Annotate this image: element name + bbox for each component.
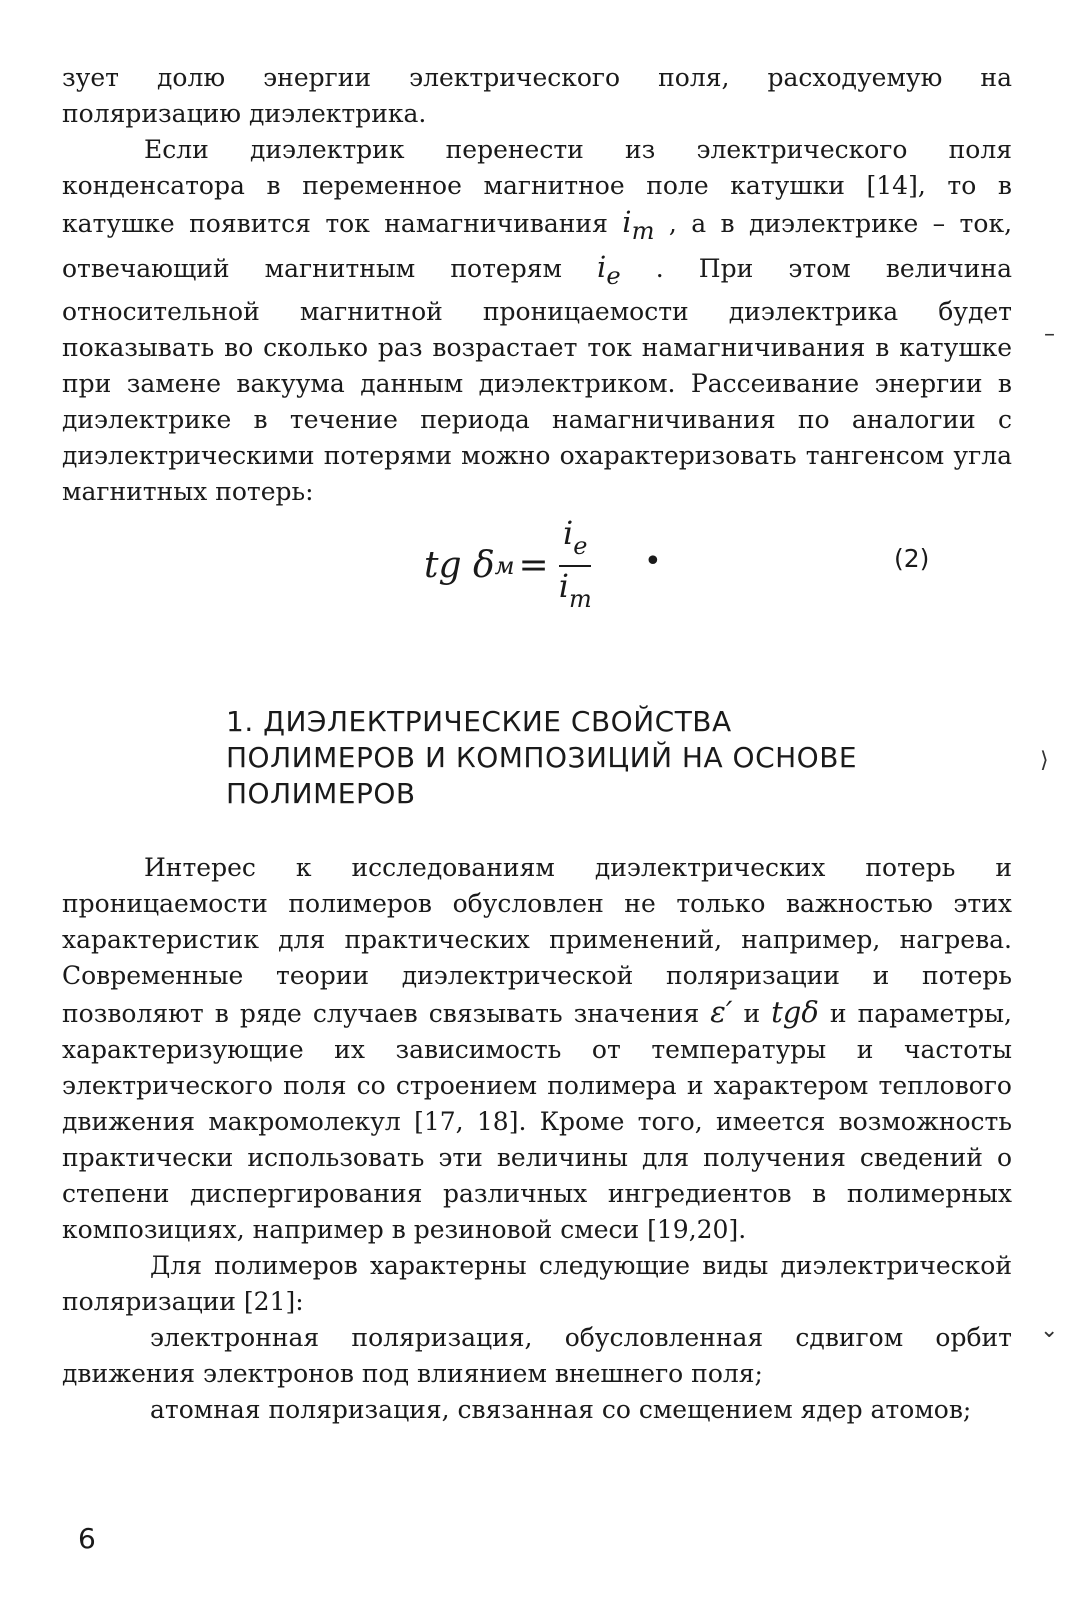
- paragraph-atomic-polarization: [62, 1392, 1012, 1428]
- paragraph-text: . При этом величина относительной магнитной проницаемости диэлектрика будет показывать во сколько раз возрастает ток намагничивания в катушке при замене вакуума данным диэлектриком. Рассеивание энергии в диэлектрике в течение периода намагничивания по аналогии с диэлектрическими потерями можно охарактеризовать тангенсом угла магнитных потерь:: [62, 253, 1013, 506]
- formula-numerator: $i_e$: [559, 514, 591, 567]
- heading-line: ПОЛИМЕРОВ: [226, 776, 416, 810]
- paragraph-text: и: [743, 998, 761, 1028]
- margin-mark: –: [1044, 322, 1055, 347]
- formula-lhs-sub: м: [494, 551, 515, 580]
- paragraph-text: и параметры, характеризующие их зависимость от температуры и частоты электрического поля со строением полимера и характером теплового движения макромолекул [17, 18]. Кроме того, имеется возможность практически использовать эти величины для получения сведений о степени диспергирования различных ингредиентов в полимерных композициях, например в резиновой смеси [19,20].: [62, 998, 1012, 1244]
- margin-mark: ⌄: [1040, 1318, 1059, 1343]
- formula-denominator: $i_m$: [558, 566, 592, 613]
- equation-number: (2): [894, 543, 930, 573]
- current-im-symbol: $i_m$: [622, 205, 655, 245]
- formula-lhs: tg δ: [424, 545, 495, 587]
- paragraph-text: электронная поляризация, обусловленная сдвигом орбит движения электронов под влиянием внешнего поля;: [62, 1322, 1012, 1388]
- paragraph-polarization-types: [62, 1248, 1012, 1320]
- heading-line: 1. ДИЭЛЕКТРИЧЕСКИЕ СВОЙСТВА: [226, 704, 732, 738]
- tg-delta-symbol: tgδ: [771, 994, 819, 1029]
- document-page: [62, 60, 1012, 1590]
- formula-fraction: [555, 514, 596, 618]
- paragraph-text: атомная поляризация, связанная со смещением ядер атомов;: [150, 1394, 972, 1424]
- paragraph-text: зует долю энергии электрического поля, расходуемую на поляризацию диэлектрика.: [62, 63, 1012, 128]
- heading-line: ПОЛИМЕРОВ И КОМПОЗИЦИЙ НА ОСНОВЕ: [226, 740, 858, 774]
- page-number: 6: [78, 1522, 96, 1555]
- paragraph-text: , а в диэлектрике – ток, отвечающий магнитным потерям: [62, 209, 1013, 283]
- paragraph-text: Для полимеров характерны следующие виды диэлектрической поляризации [21]:: [62, 1250, 1012, 1316]
- formula-row: [62, 510, 1012, 622]
- paragraph-electronic-polarization: [62, 1320, 1012, 1392]
- current-ie-symbol: $i_e$: [597, 249, 621, 290]
- paragraph-text: Интерес к исследованиям диэлектрических потерь и проницаемости полимеров обусловлен не только важностью этих характеристик для практических применений, например, нагрева. Современные теории диэлектрической поляризации и потерь позволяют в ряде случаев связывать значения: [62, 852, 1012, 1028]
- epsilon-symbol: ε′: [710, 994, 733, 1029]
- paragraph-text: Если диэлектрик перенести из электрического поля конденсатора в переменное магнитное поле катушки [14], то в катушке появится ток намагничивания: [62, 135, 1012, 238]
- formula-tg-delta: [424, 514, 596, 618]
- formula-dot: •: [644, 543, 662, 579]
- paragraph-interest: [62, 850, 1012, 1248]
- paragraph-magnetic-losses: [62, 132, 1012, 510]
- formula-equals: =: [518, 545, 549, 587]
- margin-mark: ⟩: [1040, 748, 1049, 773]
- paragraph-continuation: [62, 60, 1012, 132]
- section-heading: [226, 704, 926, 812]
